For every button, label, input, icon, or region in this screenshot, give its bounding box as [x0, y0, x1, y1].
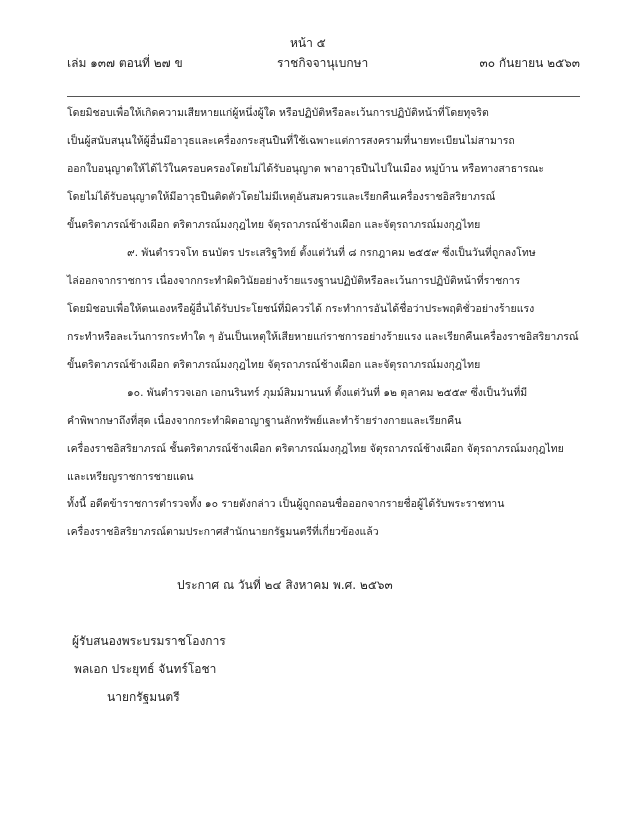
body-line: ไล่ออกจากราชการ เนื่องจากกระทำผิดวินัยอย่างร้ายแรงฐานปฏิบัติหรือละเว้นการปฏิบัติหน้าที่ราชการ [67, 275, 521, 287]
publication-date: ๓๐ กันยายน ๒๕๖๓ [479, 56, 580, 70]
page-number: หน้า ๕ [290, 36, 326, 50]
body-line: กระทำหรือละเว้นการกระทำใด ๆ อันเป็นเหตุให้เสียหายแก่ราชการอย่างร้ายแรง และเรียกคืนเครื่องราชอิสริยาภรณ์ [67, 331, 579, 343]
item-10: ๑๐. พันตำรวจเอก เอกนรินทร์ ภุมม์สิมมานนท์ ตั้งแต่วันที่ ๑๒ ตุลาคม ๒๕๕๙ ซึ่งเป็นวันที่มี [127, 387, 528, 399]
body-line: โดยมิชอบเพื่อให้เกิดความเสียหายแก่ผู้หนึ่งผู้ใด หรือปฏิบัติหรือละเว้นการปฏิบัติหน้าที่โดยทุจริต [67, 107, 489, 119]
body-line: โดยมิชอบเพื่อให้ตนเองหรือผู้อื่นได้รับประโยชน์ที่มิควรได้ กระทำการอันได้ชื่อว่าประพฤติชั่วอย่างร้ายแรง [67, 303, 535, 315]
body-line: ออกใบอนุญาตให้ได้ไว้ในครอบครองโดยไม่ได้รับอนุญาต พาอาวุธปืนไปในเมือง หมู่บ้าน หรือทางสาธารณะ [67, 163, 545, 175]
body-line: ขั้นตริตาภรณ์ช้างเผือก ตริตาภรณ์มงกุฎไทย จัตุรถาภรณ์ช้างเผือก และจัตุรถาภรณ์มงกุฎไทย [67, 359, 481, 371]
header-divider [67, 96, 580, 97]
gazette-header [67, 54, 580, 74]
publication-name: ราชกิจจานุเบกษา [277, 56, 369, 70]
body-line: เครื่องราชอิสริยาภรณ์ตามประกาศสำนักนายกรัฐมนตรีที่เกี่ยวข้องแล้ว [67, 526, 379, 538]
body-line: เครื่องราชอิสริยาภรณ์ ชั้นตริตาภรณ์ช้างเผือก ตริตาภรณ์มงกุฎไทย จัตุรถาภรณ์ช้างเผือก จัตุรถาภรณ์มงกุฎไทย [67, 443, 564, 455]
body-line: โดยไม่ได้รับอนุญาตให้มีอาวุธปืนติดตัวโดยไม่มีเหตุอันสมควรและเรียกคืนเครื่องราชอิสริยาภรณ์ [67, 191, 496, 203]
body-line: เป็นผู้สนับสนุนให้ผู้อื่นมีอาวุธและเครื่องกระสุนปืนที่ใช้เฉพาะแต่การสงครามที่นายทะเบียนไม่สามารถ [67, 135, 515, 147]
body-line: และเหรียญราชการชายแดน [67, 471, 194, 483]
body-line: ทั้งนี้ อดีตข้าราชการตำรวจทั้ง ๑๐ รายดังกล่าว เป็นผู้ถูกถอนชื่อออกจากรายชื่อผู้ได้รับพระราชทาน [67, 498, 505, 510]
announcement-date: ประกาศ ณ วันที่ ๒๔ สิงหาคม พ.ศ. ๒๕๖๓ [177, 578, 393, 592]
body-line: ขั้นตริตาภรณ์ช้างเผือก ตริตาภรณ์มงกุฎไทย จัตุรถาภรณ์ช้างเผือก และจัตุรถาภรณ์มงกุฎไทย [67, 219, 481, 231]
volume-issue: เล่ม ๑๓๗ ตอนที่ ๒๗ ข [67, 56, 183, 70]
signer-position: นายกรัฐมนตรี [107, 690, 180, 704]
signer-name: พลเอก ประยุทธ์ จันทร์โอชา [74, 662, 217, 676]
body-line: คำพิพากษาถึงที่สุด เนื่องจากกระทำผิดอาญาฐานลักทรัพย์และทำร้ายร่างกายและเรียกคืน [67, 415, 462, 427]
countersign-label: ผู้รับสนองพระบรมราชโองการ [72, 634, 226, 648]
item-9: ๙. พันตำรวจโท ธนบัตร ประเสริฐวิทย์ ตั้งแต่วันที่ ๘ กรกฎาคม ๒๕๕๙ ซึ่งเป็นวันที่ถูกลงโทษ [127, 247, 536, 259]
